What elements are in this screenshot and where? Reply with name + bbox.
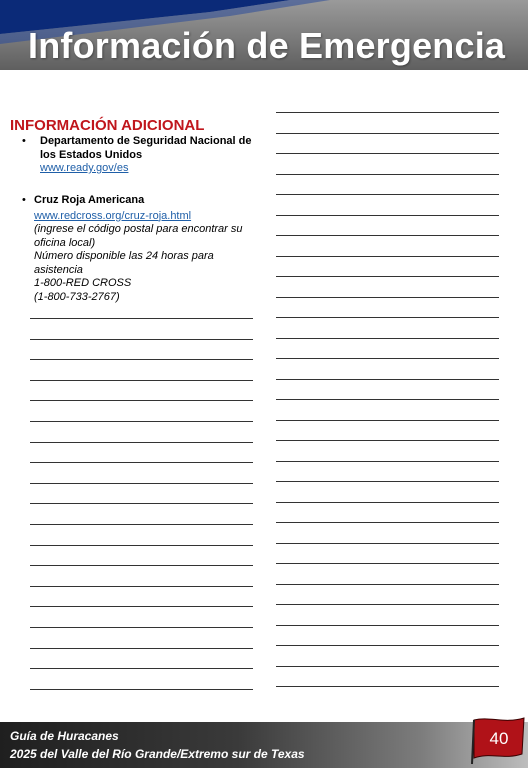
blank-line: [30, 442, 253, 443]
blank-line: [30, 606, 253, 607]
blank-line: [276, 399, 499, 400]
blank-line: [30, 318, 253, 319]
blank-line: [30, 359, 253, 360]
page-header: [0, 0, 528, 70]
blank-line: [276, 584, 499, 585]
blank-line: [276, 522, 499, 523]
page-footer: [0, 722, 528, 768]
ready-gov-link[interactable]: www.ready.gov/es: [40, 162, 129, 174]
blank-line: [30, 380, 253, 381]
blank-line: [276, 379, 499, 380]
blank-line: [276, 133, 499, 134]
blank-line: [276, 194, 499, 195]
blank-line: [30, 462, 253, 463]
note-24h: Número disponible las 24 horas para asistencia: [34, 250, 214, 276]
blank-line: [276, 235, 499, 236]
blank-line: [276, 481, 499, 482]
page-number: 40: [489, 729, 509, 748]
blank-line: [30, 503, 253, 504]
note-zip: (ingrese el código postal para encontrar su oficina local): [34, 223, 243, 249]
resource-name: Cruz Roja Americana: [34, 194, 145, 206]
resource-item-red-cross: [22, 194, 254, 304]
blank-line: [276, 625, 499, 626]
page-title: Información de Emergencia: [28, 25, 506, 66]
blank-line: [276, 256, 499, 257]
footer-guide-subtitle: 2025 del Valle del Río Grande/Extremo sur de Texas: [10, 747, 305, 761]
blank-line: [276, 686, 499, 687]
blank-line: [276, 112, 499, 113]
blank-line: [276, 215, 499, 216]
blank-line: [276, 502, 499, 503]
blank-line: [30, 627, 253, 628]
blank-line: [30, 545, 253, 546]
note-phone: 1-800-RED CROSS: [34, 277, 132, 289]
blank-line: [276, 420, 499, 421]
bullet: •: [22, 135, 26, 147]
blank-line: [30, 421, 253, 422]
blank-line: [30, 586, 253, 587]
note-phone-digits: (1-800-733-2767): [34, 290, 120, 303]
blank-line: [276, 543, 499, 544]
blank-line: [30, 400, 253, 401]
blank-line: [30, 565, 253, 566]
resource-name: Departamento de Seguridad Nacional de los Estados Unidos: [40, 135, 252, 161]
blank-line: [30, 648, 253, 649]
blank-line: [276, 645, 499, 646]
blank-line: [276, 317, 499, 318]
blank-line: [276, 358, 499, 359]
bullet: •: [22, 194, 26, 206]
blank-line: [30, 689, 253, 690]
blank-line: [276, 461, 499, 462]
blank-line: [30, 524, 253, 525]
blank-line: [276, 604, 499, 605]
blank-line: [276, 563, 499, 564]
resource-item-dhs: [22, 135, 260, 176]
blank-line: [30, 483, 253, 484]
blank-line: [276, 297, 499, 298]
blank-line: [276, 440, 499, 441]
redcross-link[interactable]: www.redcross.org/cruz-roja.html: [34, 209, 192, 222]
blank-line: [276, 276, 499, 277]
blank-line: [276, 174, 499, 175]
section-title: INFORMACIÓN ADICIONAL: [10, 117, 205, 134]
blank-line: [30, 668, 253, 669]
blank-line: [276, 666, 499, 667]
blank-line: [276, 338, 499, 339]
blank-line: [30, 339, 253, 340]
blank-line: [276, 153, 499, 154]
footer-guide-title: Guía de Huracanes: [10, 729, 119, 743]
